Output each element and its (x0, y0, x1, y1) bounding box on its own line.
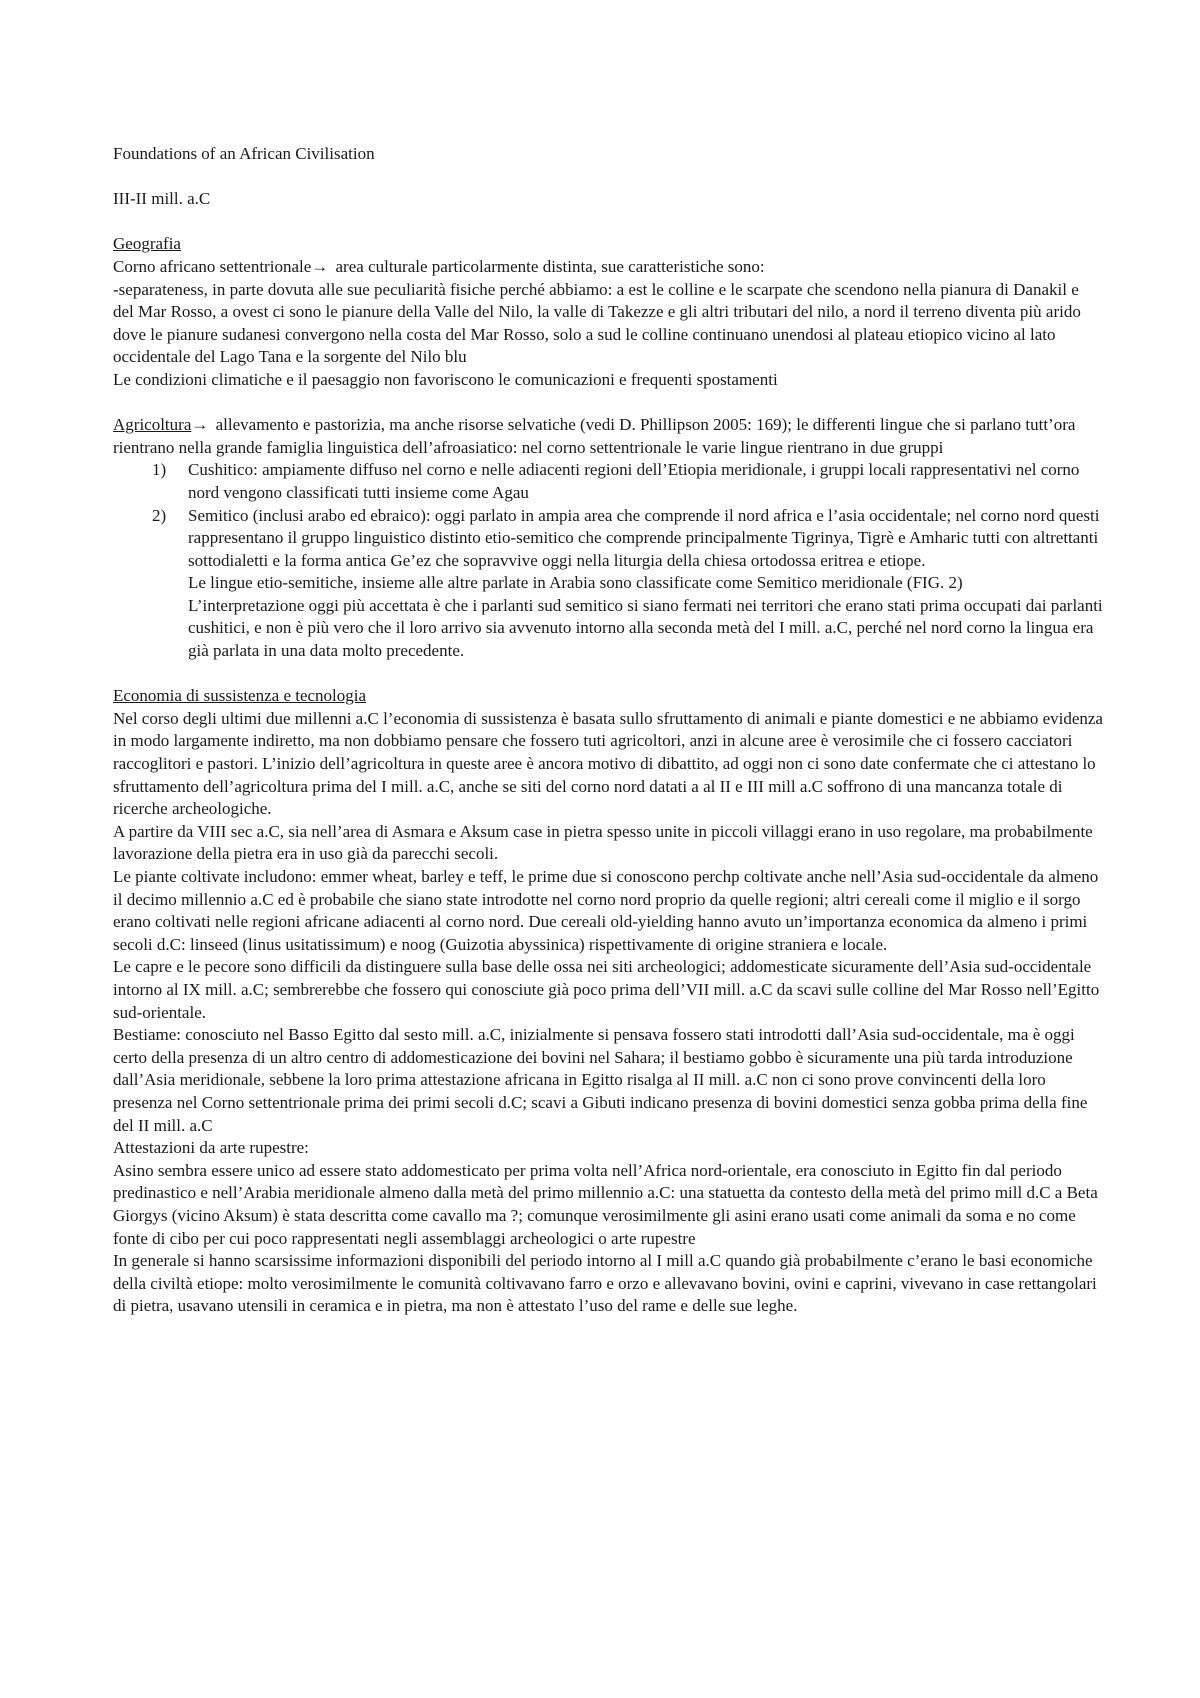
spacer (113, 211, 1103, 234)
economia-paragraph: In generale si hanno scarsissime informazioni disponibili del periodo intorno al I mill a.C quando già probabilmente c’erano le basi economiche della civiltà etiope: molto verosimilmente le comunità coltivavano farro e orzo e allevavano bovini, ovini e caprini, vivevano in case rettangolari di pietra, usavano utensili in ceramica e in pietra, ma non è attestato l’uso del rame e delle sue leghe. (113, 1251, 1097, 1316)
list-item (113, 505, 1103, 663)
section-heading-economia: Economia di sussistenza e tecnologia (113, 686, 367, 706)
list-item-paragraph: Le lingue etio-semitiche, insieme alle altre parlate in Arabia sono classificate come Semitico meridionale (FIG. 2) (188, 573, 963, 593)
document-page (113, 143, 1103, 1318)
list-item-paragraph: L’interpretazione oggi più accettata è che i parlanti sud semitico si siano fermati nei territori che erano stati prima occupati dai parlanti cushitici, e non è più vero che il loro arrivo sia avvenuto intorno alla seconda metà del I mill. a.C, perché nel nord corno la lingua era già parlata in una data molto precedente. (188, 595, 1103, 661)
economia-paragraph: Le capre e le pecore sono difficili da distinguere sulla base delle ossa nei siti archeologici; addomesticate sicuramente dell’Asia sud-occidentale intorno al IX mill. a.C; sembrerebbe che fossero qui conosciute già poco prima dell’VII mill. a.C da scavi sulle colline del Mar Rosso nell’Egitto sud-orientale. (113, 957, 1100, 1022)
spacer (113, 166, 1103, 189)
spacer (113, 663, 1103, 686)
geografia-intro-post: area culturale particolarmente distinta, sue caratteristiche sono: (331, 256, 765, 276)
economia-paragraph: Nel corso degli ultimi due millenni a.C l’economia di sussistenza è basata sullo sfruttamento di animali e piante domestici e ne abbiamo evidenza in modo largamente indiretto, ma non dobbiamo pensare che fossero tuti agricoltori, anzi in alcune aree è verosimile che ci fossero cacciatori raccoglitori e pastori. L’inizio dell’agricoltura in queste aree è ancora motivo di dibattito, ad oggi non ci sono date confermate che ci attestano lo sfruttamento dell’agricoltura prima del I mill. a.C, anche se siti del corno nord datati a al II e III mill a.C soffrono di una mancanza totale di ricerche archeologiche. (113, 708, 1103, 819)
geografia-intro-pre: Corno africano settentrionale (113, 256, 312, 276)
list-item-number: 1) (152, 460, 167, 480)
language-groups-list (113, 459, 1103, 662)
list-item-paragraph: Cushitico: ampiamente diffuso nel corno e nelle adiacenti regioni dell’Etiopia meridionale, i gruppi locali rappresentativi nel corno nord vengono classificati tutti insieme come Agau (188, 460, 1080, 502)
geografia-conditions: Le condizioni climatiche e il paesaggio non favoriscono le comunicazioni e frequenti spostamenti (113, 369, 778, 389)
arrow-right-icon: → (311, 256, 329, 276)
economia-paragraph: Le piante coltivate includono: emmer wheat, barley e teff, le prime due si conoscono perchp coltivate anche nell’Asia sud-occidentale da almeno il decimo millennio a.C ed è probabile che siano state introdotte nel corno nord proprio da quelle regioni; altri cereali come il miglio e il sorgo erano coltivati nelle regioni africane adiacenti al corno nord. Due cereali old-yielding hanno avuto un’importanza economica da almeno i primi secoli d.C: linseed (linus usitatissimum) e noog (Guizotia abyssinica) rispettivamente di origine straniera e locale. (113, 867, 1099, 954)
agricoltura-intro (113, 414, 1103, 459)
list-item-number: 2) (152, 505, 167, 525)
list-item (113, 459, 1103, 504)
economia-paragraph: Bestiame: conosciuto nel Basso Egitto dal sesto mill. a.C, inizialmente si pensava fossero stati introdotti dall’Asia sud-occidentale, ma è oggi certo della presenza di un altro centro di addomesticazione dei bovini nel Sahara; il bestiamo gobbo è sicuramente una più tarda introduzione dall’Asia meridionale, sebbene la loro prima attestazione africana in Egitto risalga al II mill. a.C non ci sono prove convincenti della loro presenza nel Corno settentrionale prima dei primi secoli d.C; scavi a Gibuti indicano presenza di bovini domestici senza gobba prima della fine del II mill. a.C (113, 1025, 1088, 1135)
geografia-intro (113, 256, 1103, 279)
geografia-separateness: -separateness, in parte dovuta alle sue peculiarità fisiche perché abbiamo: a est le colline e le scarpate che scendono nella pianura di Danakil e del Mar Rosso, a ovest ci sono le pianure della Valle del Nilo, la valle di Takezze e gli altri tributari del nilo, a nord il terreno diventa più arido dove le pianure sudanesi convergono nella costa del Mar Rosso, solo a sud le colline continuano unendosi al plateau etiopico vicino al lato occidentale del Lago Tana e la sorgente del Nilo blu (113, 279, 1081, 367)
economia-paragraph: Attestazioni da arte rupestre: (113, 1138, 309, 1158)
document-date: III-II mill. a.C (113, 189, 211, 209)
document-title: Foundations of an African Civilisation (113, 144, 375, 163)
list-item-paragraph: Semitico (inclusi arabo ed ebraico): oggi parlato in ampia area che comprende il nord africa e l’asia occidentale; nel corno nord questi rappresentano il gruppo linguistico distinto etio-semitico che comprende principalmente Tigrinya, Tigrè e Amharic tutti con altrettanti sottodialetti e la forma antica Ge’ez che sopravvive oggi nella liturgia della chiesa ortodossa eritrea e etiope. (188, 505, 1100, 570)
economia-paragraph: Asino sembra essere unico ad essere stato addomesticato per prima volta nell’Africa nord-orientale, era conosciuto in Egitto fin dal periodo predinastico e nell’Arabia meridionale almeno dalla metà del primo millennio a.C: una statuetta da contesto della metà del primo mill d.C a Beta Giorgys (vicino Aksum) è stata descritta come cavallo ma ?; comunque verosimilmente gli asini erano usati come animali da soma e no come fonte di cibo per cui poco rappresentati negli assemblaggi archeologici o arte rupestre (113, 1160, 1098, 1248)
spacer (113, 392, 1103, 415)
section-heading-agricoltura: Agricoltura (113, 415, 192, 435)
section-heading-geografia: Geografia (113, 234, 181, 254)
arrow-right-icon: → (191, 415, 209, 435)
economia-paragraph: A partire da VIII sec a.C, sia nell’area di Asmara e Aksum case in pietra spesso unite in piccoli villaggi erano in uso regolare, ma probabilmente lavorazione della pietra era in uso già da parecchi secoli. (113, 821, 1093, 864)
agricoltura-text: allevamento e pastorizia, ma anche risorse selvatiche (vedi D. Phillipson 2005: 169); le differenti lingue che si parlano tutt’ora rientrano nella grande famiglia linguistica dell’afroasiatico: nel corno settentrionale le varie lingue rientrano in due gruppi (113, 415, 1076, 457)
